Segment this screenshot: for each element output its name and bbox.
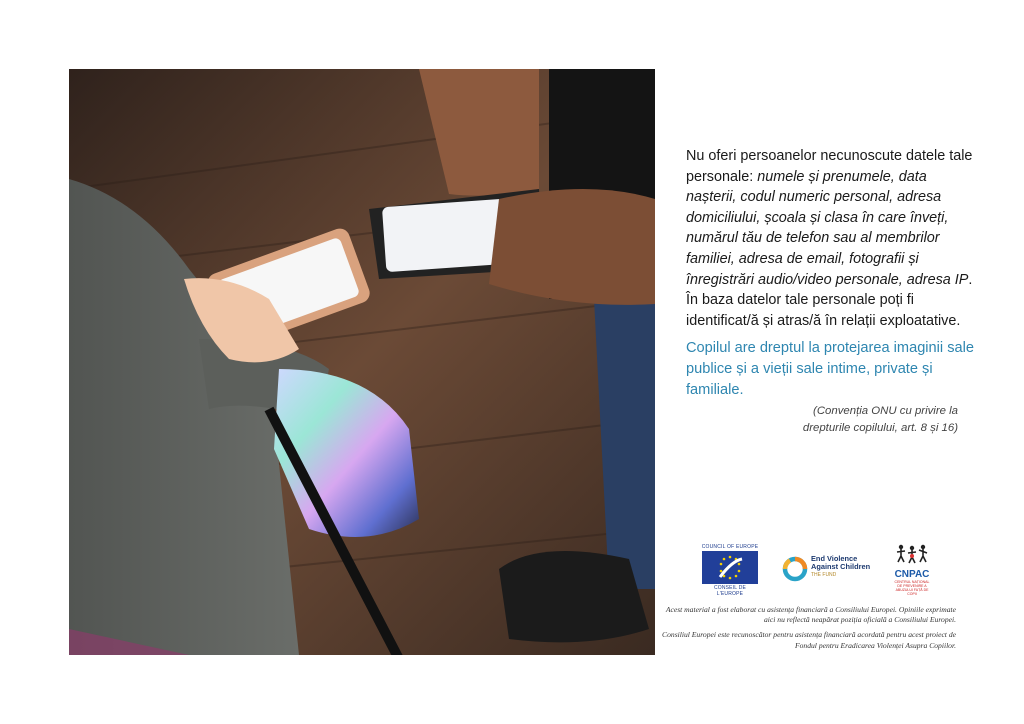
cnpac-name: CNPAC <box>894 569 930 580</box>
coe-logo-bottom-text: CONSEIL DE L'EUROPE <box>713 585 747 597</box>
end-violence-ring-icon <box>782 556 808 582</box>
child-rights-statement: Copilul are dreptul la protejarea imaginii sale publice și a vieții sale intime, private și familiale. <box>686 340 974 398</box>
advice-lead: Nu oferi persoanelor necunoscute datele tale personale: <box>686 148 973 185</box>
cnpac-logo <box>892 544 932 596</box>
coe-flag-icon <box>702 551 758 584</box>
end-violence-line-1: End Violence <box>811 554 858 563</box>
privacy-advice <box>686 146 976 331</box>
end-violence-title <box>811 555 870 572</box>
end-violence-logo <box>782 554 882 584</box>
message-text <box>686 146 976 436</box>
disclaimer-paragraph-2: Consiliul Europei este recunoscător pentru asistența financiară acordată pentru acest proiect de Fondul pentru Eradicarea Violenței Asupra Copiilor. <box>662 630 956 650</box>
end-violence-fund-label: THE FUND <box>811 572 837 578</box>
photo-illustration <box>69 69 655 655</box>
personal-data-list: numele și prenumele, data nașterii, codul numeric personal, adresa domiciliului, școala și clasa în care înveți, numărul tău de telefon sau al membrilor familiei, adresa de email, fotografii și înregistrări audio/video personale, adresa IP <box>686 168 969 288</box>
council-of-europe-logo <box>700 544 760 597</box>
funding-disclaimer <box>660 605 956 651</box>
cnpac-subtitle: CENTRUL NAȚIONAL DE PREVENIRE A ABUZULUI FAȚĂ DE COPII <box>894 580 930 596</box>
coe-logo-top-text: COUNCIL OF EUROPE <box>701 544 759 550</box>
citation-line-1: (Convenția ONU cu privire la <box>813 405 958 418</box>
advice-conclusion: . În baza datelor tale personale poți fi identificat/ă și atras/ă în relații exploatative. <box>686 271 973 329</box>
disclaimer-paragraph-1: Acest material a fost elaborat cu asistența financiară a Consiliului Europei. Opiniile exprimate aici nu reflectă neapărat poziția oficială a Consiliului Europei. <box>665 605 956 625</box>
partner-logos <box>700 544 956 596</box>
end-violence-line-2: Against Children <box>811 562 871 572</box>
citation <box>686 403 958 436</box>
citation-line-2: drepturile copilului, art. 8 și 16) <box>802 421 958 434</box>
people-using-smartphones-photo <box>69 69 655 655</box>
children-figures-icon <box>895 544 929 564</box>
